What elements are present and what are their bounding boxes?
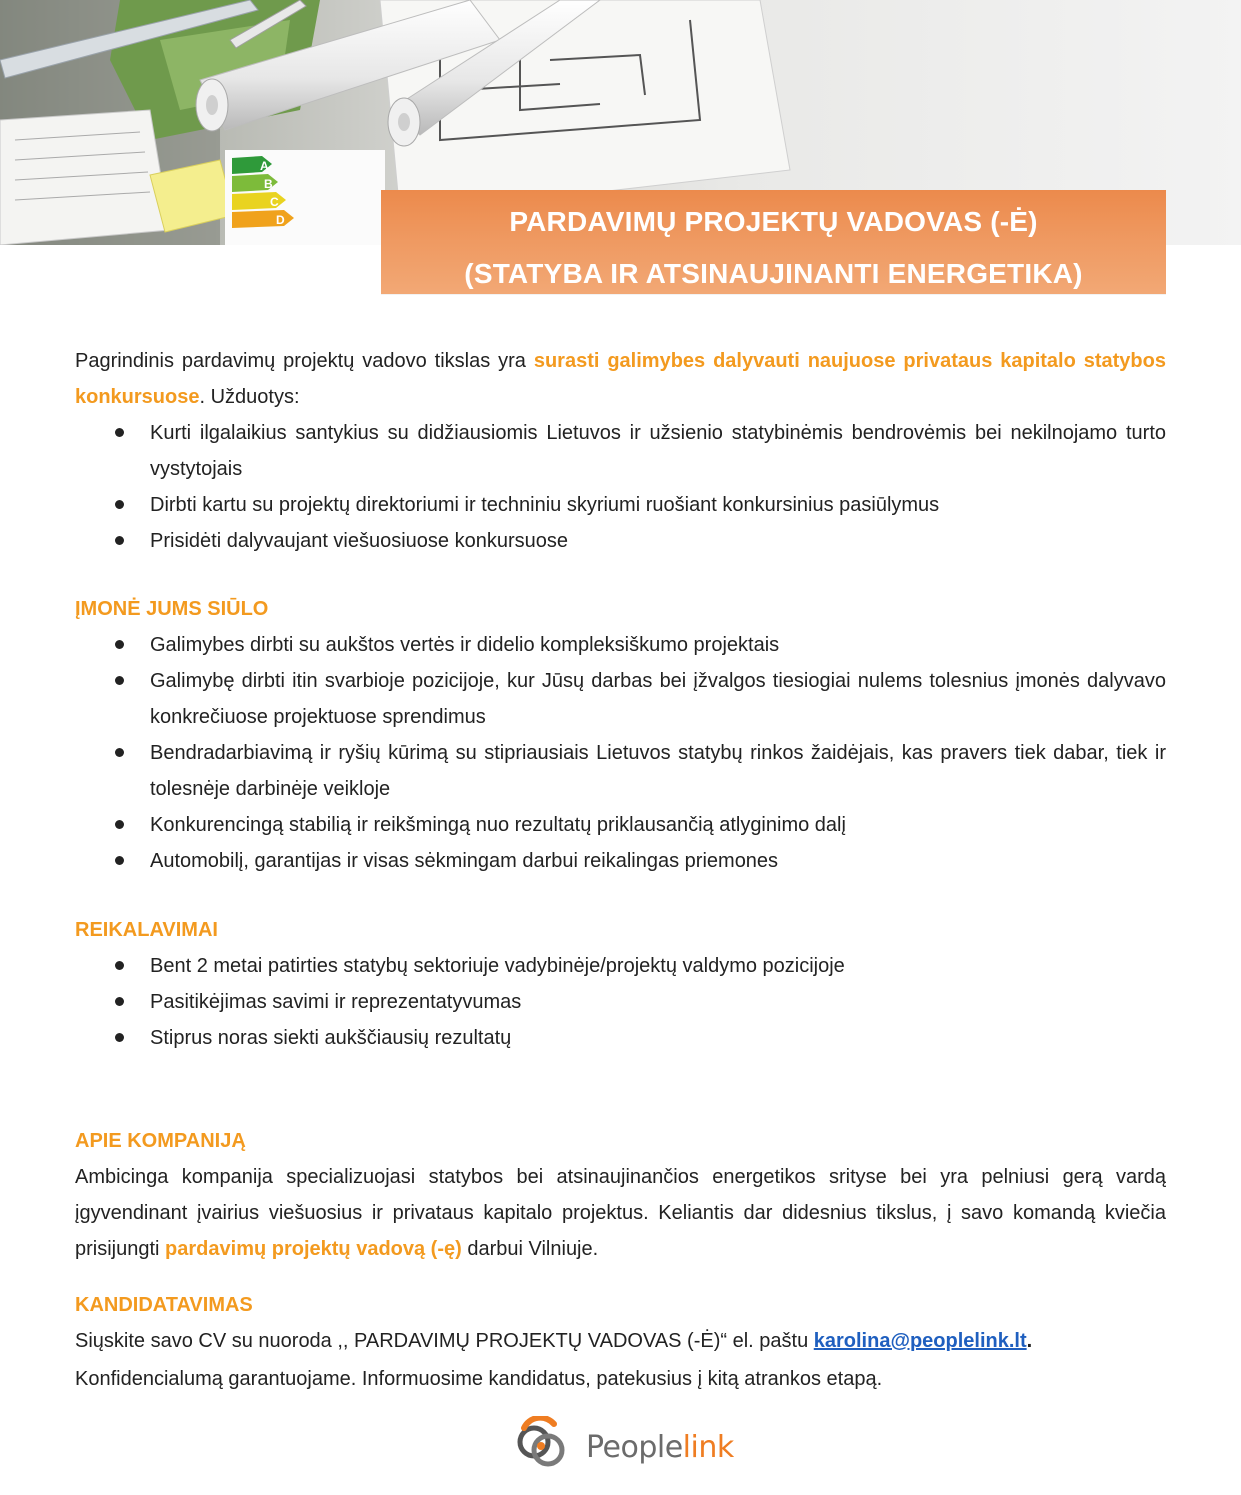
energy-label-chart (225, 150, 385, 245)
job-title-banner (381, 190, 1166, 294)
intro-highlight: surasti galimybes dalyvauti naujuose privataus kapitalo statybos konkursuose (75, 350, 1166, 408)
energy-label-a: A (260, 159, 269, 173)
confidentiality-note: Konfidencialumą garantuojame. Informuosime kandidatus, patekusius į kitą atrankos etapą. (75, 1368, 883, 1390)
energy-label-b: B (264, 177, 273, 191)
requirements-heading: REIKALAVIMAI (75, 919, 218, 941)
list-item: Stiprus noras siekti aukščiausių rezultatų (75, 1020, 1166, 1056)
about-heading: APIE KOMPANIJĄ (75, 1130, 246, 1152)
requirements-list (75, 948, 1166, 1056)
intro-paragraph: Pagrindinis pardavimų projektų vadovo tikslas yra surasti galimybes dalyvauti naujuose privataus kapitalo statybos konkursuose. Užduotys: (75, 350, 1166, 408)
apply-paragraph: Siųskite savo CV su nuoroda ,, PARDAVIMŲ PROJEKTŲ VADOVAS (-Ė)“ el. paštu karolina@peoplelink.lt. (75, 1330, 1033, 1352)
list-item: Bendradarbiavimą ir ryšių kūrimą su stipriausiais Lietuvos statybų rinkos žaidėjais, kas pravers tiek dabar, tiek ir tolesnėje darbinėje veikloje (75, 735, 1166, 807)
list-item: Automobilį, garantijas ir visas sėkmingam darbui reikalingas priemones (75, 843, 1166, 879)
energy-label-c: C (270, 195, 279, 209)
list-item: Galimybę dirbti itin svarbioje pozicijoje, kur Jūsų darbas bei įžvalgos tiesiogiai nulems tolesnius įmonės dalyvavo konkrečiuose projektuose sprendimus (75, 663, 1166, 735)
about-highlight: pardavimų projektų vadovą (-ę) (165, 1238, 462, 1260)
list-item: Dirbti kartu su projektų direktoriumi ir techniniu skyriumi ruošiant konkursinius pasiūlymus (75, 487, 1166, 523)
about-paragraph: Ambicinga kompanija specializuojasi statybos bei atsinaujinančios energetikos srityse bei yra pelniusi gerą vardą įgyvendinant įvairius viešuosius ir privataus kapitalo projektus. Keliantis dar didesnius tikslus, į savo komandą kviečia prisijungti pardavimų projektų vadovą (-ę) darbui Vilniuje. (75, 1166, 1166, 1260)
energy-label-d: D (276, 213, 285, 227)
job-subtitle: (STATYBA IR ATSINAUJINANTI ENERGETIKA) (464, 258, 1083, 289)
peoplelink-logo (510, 1414, 740, 1480)
logo-wordmark: Peoplelink (586, 1429, 734, 1465)
email-link[interactable]: karolina@peoplelink.lt (813, 1330, 1027, 1352)
apply-heading: KANDIDATAVIMAS (75, 1294, 253, 1316)
offers-list (75, 627, 1166, 879)
job-title: PARDAVIMŲ PROJEKTŲ VADOVAS (-Ė) (509, 206, 1038, 237)
list-item: Kurti ilgalaikius santykius su didžiausiomis Lietuvos ir užsienio statybinėmis bendrovėmis bei nekilnojamo turto vystytojais (75, 415, 1166, 487)
job-description (75, 343, 1166, 1397)
tasks-list (75, 415, 1166, 559)
list-item: Prisidėti dalyvaujant viešuosiuose konkursuose (75, 523, 1166, 559)
list-item: Galimybes dirbti su aukštos vertės ir didelio kompleksiškumo projektais (75, 627, 1166, 663)
peoplelink-logo-icon (510, 1416, 572, 1478)
offers-heading: ĮMONĖ JUMS SIŪLO (75, 598, 269, 620)
list-item: Pasitikėjimas savimi ir reprezentatyvumas (75, 984, 1166, 1020)
list-item: Konkurencingą stabilią ir reikšmingą nuo rezultatų priklausančią atlyginimo dalį (75, 807, 1166, 843)
list-item: Bent 2 metai patirties statybų sektoriuje vadybinėje/projektų valdymo pozicijoje (75, 948, 1166, 984)
